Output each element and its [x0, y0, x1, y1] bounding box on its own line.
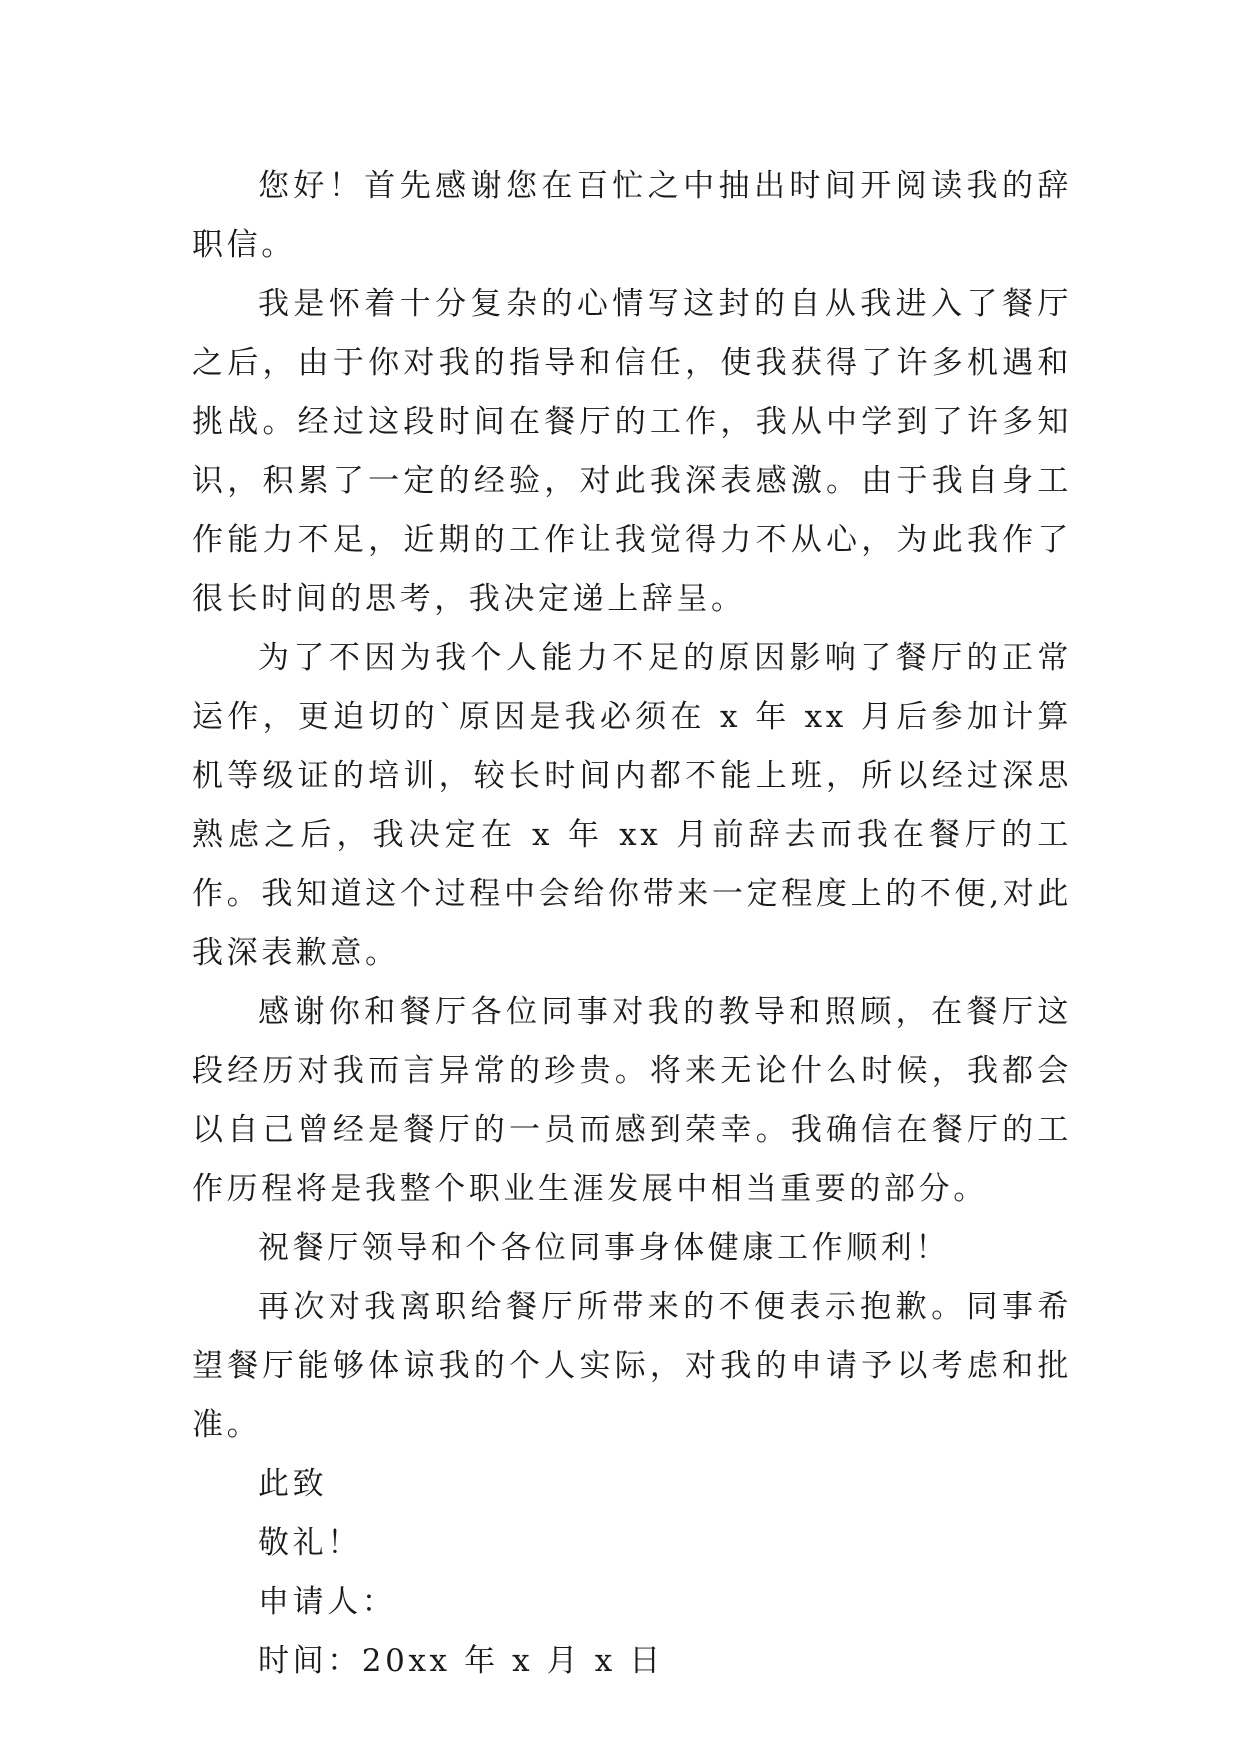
letter-paragraph-greeting: 您好！首先感谢您在百忙之中抽出时间开阅读我的辞职信。 — [192, 168, 1072, 263]
letter-paragraph-training: 为了不因为我个人能力不足的原因影响了餐厅的正常运作，更迫切的`原因是我必须在 x 年 xx 月后参加计算机等级证的培训，较长时间内都不能上班，所以经过深思熟虑之后，我决定在 x 年 xx 月前辞去而我在餐厅的工作。我知道这个过程中会给你带来一定程度上的不便,对此我深表歉意。 — [192, 640, 1072, 971]
letter-paragraph-reason: 我是怀着十分复杂的心情写这封的自从我进入了餐厅之后，由于你对我的指导和信任，使我获得了许多机遇和挑战。经过这段时间在餐厅的工作，我从中学到了许多知识，积累了一定的经验，对此我深表感激。由于我自身工作能力不足，近期的工作让我觉得力不从心，为此我作了很长时间的思考，我决定递上辞呈。 — [192, 286, 1072, 617]
letter-paragraph-apology: 再次对我离职给餐厅所带来的不便表示抱歉。同事希望餐厅能够体谅我的个人实际，对我的申请予以考虑和批准。 — [192, 1289, 1072, 1443]
closing-regards: 敬礼！ — [258, 1525, 362, 1561]
resignation-letter — [192, 157, 1072, 1691]
letter-paragraph-thanks: 感谢你和餐厅各位同事对我的教导和照顾，在餐厅这段经历对我而言异常的珍贵。将来无论什么时候，我都会以自己曾经是餐厅的一员而感到荣幸。我确信在餐厅的工作历程将是我整个职业生涯发展中相当重要的部分。 — [192, 994, 1072, 1207]
letter-paragraph-wishes: 祝餐厅领导和个各位同事身体健康工作顺利！ — [258, 1230, 950, 1266]
date-line: 时间：20xx 年 x 月 x 日 — [258, 1643, 664, 1679]
closing-salutation: 此致 — [258, 1466, 328, 1502]
applicant-label: 申请人： — [258, 1584, 397, 1620]
